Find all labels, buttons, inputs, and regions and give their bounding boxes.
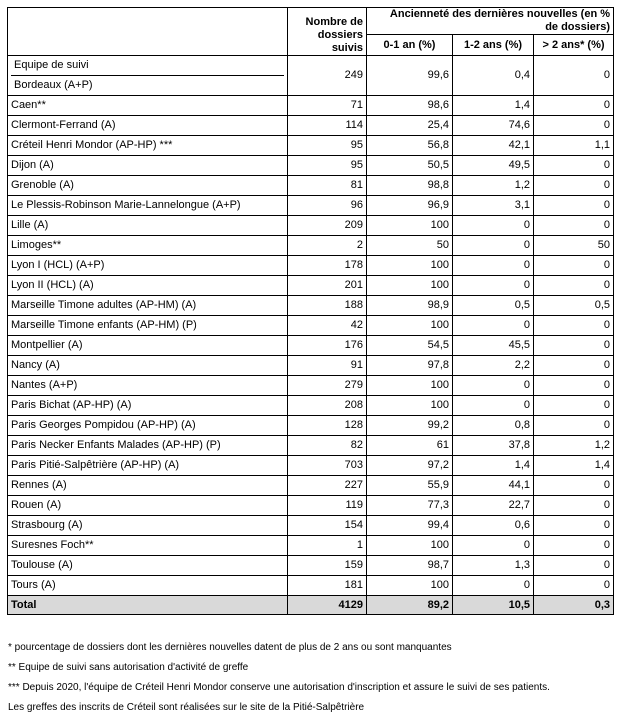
row-count: 208: [288, 396, 367, 416]
row-count: 82: [288, 436, 367, 456]
row-count: 42: [288, 316, 367, 336]
row-count: 119: [288, 496, 367, 516]
row-pct-gt2: 0: [534, 56, 614, 96]
row-pct-gt2: 0: [534, 336, 614, 356]
table-row: [8, 176, 614, 196]
row-pct-gt2: 0: [534, 416, 614, 436]
row-pct-1-2: 74,6: [453, 116, 534, 136]
row-pct-1-2: 49,5: [453, 156, 534, 176]
row-count: 249: [288, 56, 367, 96]
row-pct-gt2: 0: [534, 176, 614, 196]
row-label: Caen**: [8, 96, 288, 116]
row-pct-0-1: 100: [367, 396, 453, 416]
header-group-line2: de dossiers): [545, 21, 610, 33]
row-label: Nancy (A): [8, 356, 288, 376]
table-row: [8, 436, 614, 456]
row-pct-1-2: 3,1: [453, 196, 534, 216]
row-pct-gt2: 0: [534, 256, 614, 276]
row-count: 279: [288, 376, 367, 396]
table-row: [8, 336, 614, 356]
row-pct-0-1: 100: [367, 376, 453, 396]
row-pct-0-1: 100: [367, 576, 453, 596]
header-sub-0-1: 0-1 an (%): [367, 35, 453, 56]
row-pct-1-2: 2,2: [453, 356, 534, 376]
row-pct-1-2: 22,7: [453, 496, 534, 516]
footnote-line: * pourcentage de dossiers dont les dernières nouvelles datent de plus de 2 ans ou sont manquantes: [8, 642, 452, 653]
total-pct-0-1: 89,2: [367, 596, 453, 615]
row-label: Rouen (A): [8, 496, 288, 516]
table-row: [8, 156, 614, 176]
row-pct-0-1: 50,5: [367, 156, 453, 176]
row-pct-gt2: 1,2: [534, 436, 614, 456]
row-pct-1-2: 0: [453, 216, 534, 236]
row-pct-1-2: 1,2: [453, 176, 534, 196]
row-label-text: Bordeaux (A+P): [14, 79, 93, 91]
footnote-line: Les greffes des inscrits de Créteil sont réalisées sur le site de la Pitié-Salpêtrière: [8, 702, 365, 713]
row-label: Strasbourg (A): [8, 516, 288, 536]
row-pct-gt2: 0: [534, 576, 614, 596]
row-pct-0-1: 98,7: [367, 556, 453, 576]
row-pct-0-1: 100: [367, 256, 453, 276]
row-pct-0-1: 77,3: [367, 496, 453, 516]
row-pct-gt2: 50: [534, 236, 614, 256]
row-label: Tours (A): [8, 576, 288, 596]
row-label: Suresnes Foch**: [8, 536, 288, 556]
row-pct-gt2: 0: [534, 516, 614, 536]
row-pct-gt2: 1,4: [534, 456, 614, 476]
row-count: 95: [288, 156, 367, 176]
row-pct-gt2: 0,5: [534, 296, 614, 316]
row-pct-1-2: 0,5: [453, 296, 534, 316]
table-row: [8, 536, 614, 556]
table-row: [8, 516, 614, 536]
row-pct-gt2: 0: [534, 396, 614, 416]
table-row: [8, 316, 614, 336]
row-label: Montpellier (A): [8, 336, 288, 356]
header-count-line2: dossiers: [317, 29, 363, 41]
row-pct-0-1: 100: [367, 536, 453, 556]
row-count: 81: [288, 176, 367, 196]
row-pct-gt2: 0: [534, 96, 614, 116]
row-pct-1-2: 0: [453, 576, 534, 596]
total-row: [8, 596, 614, 615]
row-pct-0-1: 97,2: [367, 456, 453, 476]
row-count: 703: [288, 456, 367, 476]
row-pct-1-2: 42,1: [453, 136, 534, 156]
row-label: Paris Necker Enfants Malades (AP-HP) (P): [8, 436, 288, 456]
row-pct-0-1: 98,6: [367, 96, 453, 116]
row-pct-0-1: 55,9: [367, 476, 453, 496]
row-count: 114: [288, 116, 367, 136]
row-pct-1-2: 0: [453, 536, 534, 556]
footnote-line: ** Equipe de suivi sans autorisation d'activité de greffe: [8, 662, 249, 673]
row-count: 71: [288, 96, 367, 116]
table-row: [8, 296, 614, 316]
table-row: [8, 376, 614, 396]
row-pct-0-1: 25,4: [367, 116, 453, 136]
row-pct-1-2: 1,4: [453, 96, 534, 116]
row-label: Lyon II (HCL) (A): [8, 276, 288, 296]
row-label: Dijon (A): [8, 156, 288, 176]
row-label: Rennes (A): [8, 476, 288, 496]
row-count: 178: [288, 256, 367, 276]
row-label: Créteil Henri Mondor (AP-HP) ***: [8, 136, 288, 156]
row-pct-1-2: 1,3: [453, 556, 534, 576]
row-label: Limoges**: [8, 236, 288, 256]
row-pct-0-1: 50: [367, 236, 453, 256]
row-label: Nantes (A+P): [8, 376, 288, 396]
row-count: 181: [288, 576, 367, 596]
row-label: Toulouse (A): [8, 556, 288, 576]
row-pct-0-1: 100: [367, 316, 453, 336]
row-pct-gt2: 0: [534, 116, 614, 136]
row-pct-gt2: 0: [534, 496, 614, 516]
table-row: [8, 496, 614, 516]
table-row: [8, 416, 614, 436]
header-count-line3: suivis: [331, 42, 363, 54]
row-count: 91: [288, 356, 367, 376]
row-pct-0-1: 100: [367, 216, 453, 236]
row-pct-0-1: 96,9: [367, 196, 453, 216]
table-row: [8, 216, 614, 236]
row-pct-1-2: 37,8: [453, 436, 534, 456]
row-count: 227: [288, 476, 367, 496]
row-pct-gt2: 0: [534, 536, 614, 556]
footnotes: [8, 638, 550, 718]
row-pct-1-2: 0: [453, 396, 534, 416]
row-pct-1-2: 0: [453, 376, 534, 396]
row-label: [8, 56, 288, 96]
row-count: 188: [288, 296, 367, 316]
row-label: Lille (A): [8, 216, 288, 236]
row-pct-0-1: 54,5: [367, 336, 453, 356]
row-count: 96: [288, 196, 367, 216]
row-label: Marseille Timone enfants (AP-HM) (P): [8, 316, 288, 336]
header-sub-1-2: 1-2 ans (%): [453, 35, 534, 56]
row-count: 1: [288, 536, 367, 556]
table-row: [8, 456, 614, 476]
row-pct-gt2: 0: [534, 476, 614, 496]
table-row: [8, 136, 614, 156]
row-pct-gt2: 0: [534, 316, 614, 336]
row-pct-1-2: 1,4: [453, 456, 534, 476]
row-label: Le Plessis-Robinson Marie-Lannelongue (A+P): [8, 196, 288, 216]
row-pct-gt2: 0: [534, 376, 614, 396]
table-row: [8, 56, 614, 96]
row-label: Clermont-Ferrand (A): [8, 116, 288, 136]
header-count: [288, 8, 367, 56]
column-label: Equipe de suivi: [11, 56, 284, 76]
row-count: 154: [288, 516, 367, 536]
header-group: [367, 8, 614, 35]
row-pct-0-1: 99,2: [367, 416, 453, 436]
table-row: [8, 116, 614, 136]
table-row: [8, 276, 614, 296]
row-pct-1-2: 0,8: [453, 416, 534, 436]
row-pct-0-1: 61: [367, 436, 453, 456]
total-pct-gt2: 0,3: [534, 596, 614, 615]
row-label: Grenoble (A): [8, 176, 288, 196]
row-pct-gt2: 0: [534, 156, 614, 176]
row-count: 176: [288, 336, 367, 356]
row-pct-1-2: 0: [453, 276, 534, 296]
row-pct-gt2: 0: [534, 556, 614, 576]
row-label: Paris Bichat (AP-HP) (A): [8, 396, 288, 416]
row-pct-1-2: 0: [453, 236, 534, 256]
follow-up-table: [7, 7, 614, 615]
row-pct-1-2: 0: [453, 256, 534, 276]
row-count: 201: [288, 276, 367, 296]
table-row: [8, 556, 614, 576]
header-empty-cell: [8, 8, 288, 56]
row-label: Lyon I (HCL) (A+P): [8, 256, 288, 276]
row-count: 2: [288, 236, 367, 256]
row-pct-gt2: 0: [534, 356, 614, 376]
row-pct-gt2: 1,1: [534, 136, 614, 156]
row-count: 209: [288, 216, 367, 236]
row-pct-0-1: 97,8: [367, 356, 453, 376]
total-pct-1-2: 10,5: [453, 596, 534, 615]
row-pct-1-2: 0: [453, 316, 534, 336]
row-label: Paris Georges Pompidou (AP-HP) (A): [8, 416, 288, 436]
row-pct-0-1: 99,4: [367, 516, 453, 536]
table-row: [8, 356, 614, 376]
footnote-line: *** Depuis 2020, l'équipe de Créteil Henri Mondor conserve une autorisation d'inscription et assure le suivi de ses patients.: [8, 682, 550, 693]
row-count: 128: [288, 416, 367, 436]
header-count-line1: Nombre de: [305, 16, 363, 28]
row-count: 95: [288, 136, 367, 156]
row-pct-1-2: 0,6: [453, 516, 534, 536]
row-pct-gt2: 0: [534, 276, 614, 296]
row-label: Paris Pitié-Salpêtrière (AP-HP) (A): [8, 456, 288, 476]
table-row: [8, 196, 614, 216]
header-group-line1: Ancienneté des dernières nouvelles (en %: [389, 8, 610, 20]
total-count: 4129: [288, 596, 367, 615]
row-label: Marseille Timone adultes (AP-HM) (A): [8, 296, 288, 316]
row-pct-0-1: 99,6: [367, 56, 453, 96]
total-label: Total: [8, 596, 288, 615]
table-row: [8, 476, 614, 496]
table-row: [8, 236, 614, 256]
row-pct-0-1: 100: [367, 276, 453, 296]
header-sub-gt2: > 2 ans* (%): [534, 35, 614, 56]
row-pct-gt2: 0: [534, 216, 614, 236]
table-row: [8, 96, 614, 116]
row-pct-1-2: 0,4: [453, 56, 534, 96]
row-pct-1-2: 45,5: [453, 336, 534, 356]
table-row: [8, 256, 614, 276]
row-pct-gt2: 0: [534, 196, 614, 216]
row-pct-1-2: 44,1: [453, 476, 534, 496]
table-row: [8, 396, 614, 416]
row-count: 159: [288, 556, 367, 576]
row-pct-0-1: 56,8: [367, 136, 453, 156]
row-pct-0-1: 98,9: [367, 296, 453, 316]
table-row: [8, 576, 614, 596]
row-pct-0-1: 98,8: [367, 176, 453, 196]
